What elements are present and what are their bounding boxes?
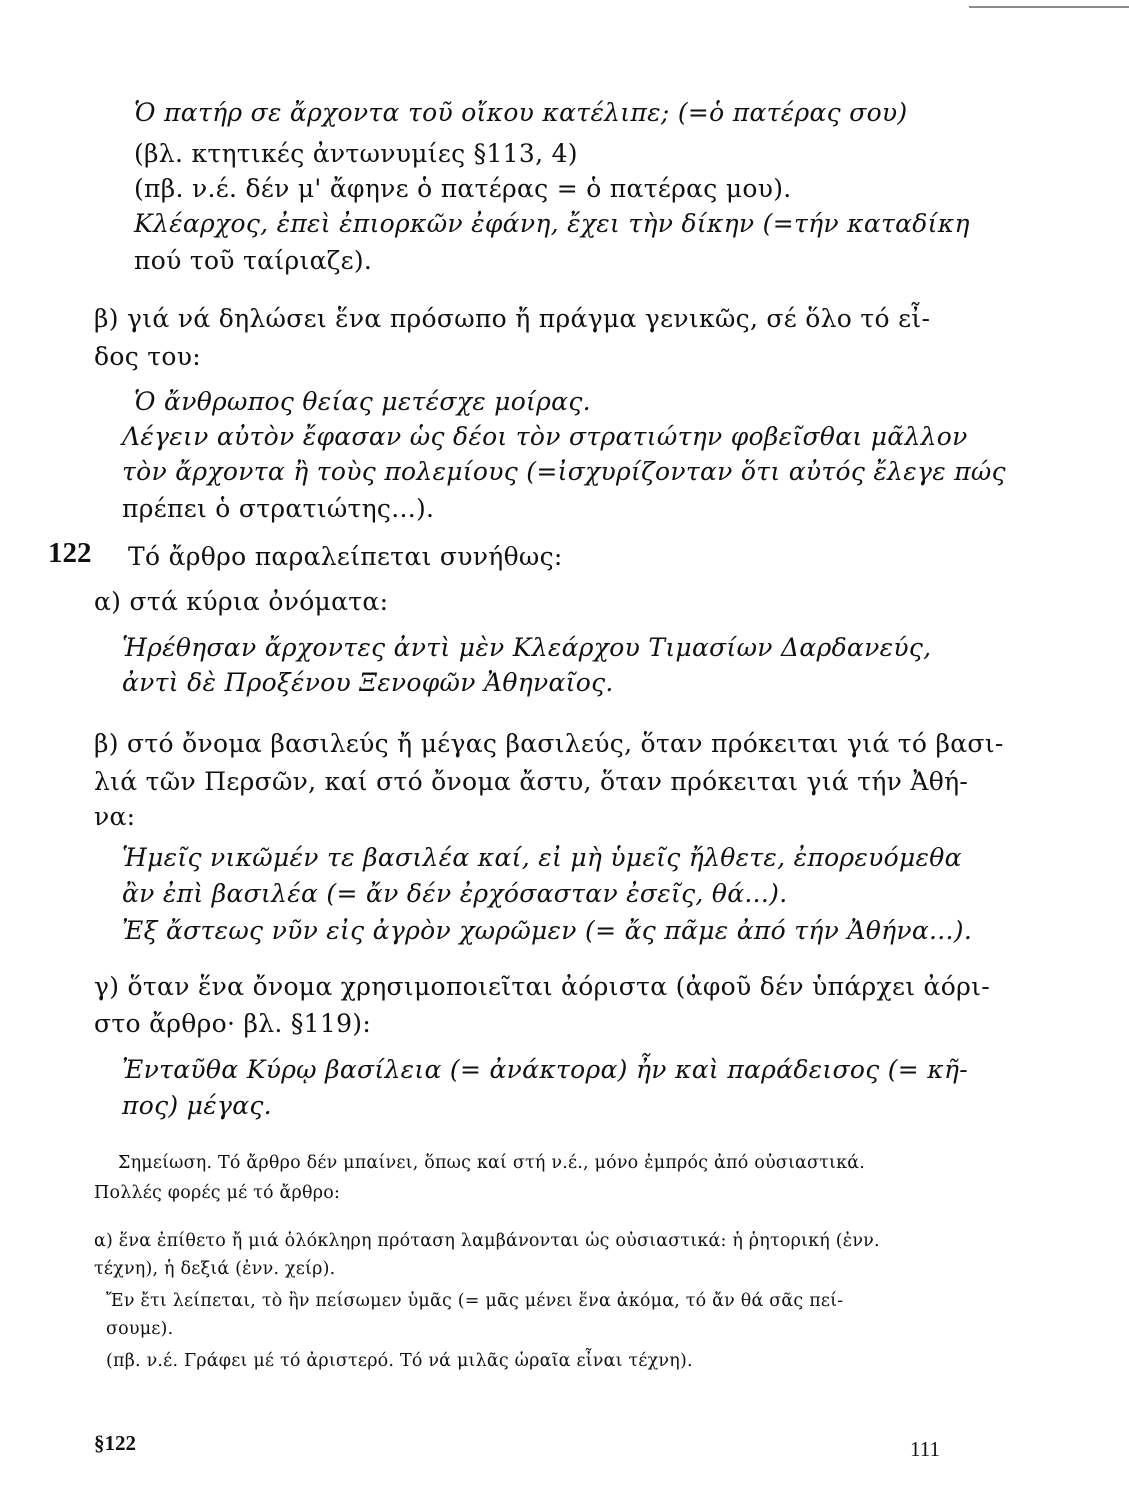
text-line-2: (βλ. κτητικές ἀντωνυμίες §113, 4) [134, 139, 578, 168]
text-line-3: (πβ. ν.έ. δέν μ' ἄφηνε ὁ πατέρας = ὁ πατέρας μου). [134, 174, 792, 203]
section-heading: Τό ἄρθρο παραλείπεται συνήθως: [128, 542, 563, 571]
text-line-7: δος του: [94, 342, 201, 371]
text-line-14: Ἡρέθησαν ἄρχοντες ἀντὶ μὲν Κλεάρχου Τιμασίων Δαρδανεύς, [122, 633, 932, 662]
text-line-18: να: [94, 802, 136, 831]
text-line-15: ἀντὶ δὲ Προξένου Ξενοφῶν Ἀθηναῖος. [122, 668, 614, 697]
text-line-4: Κλέαρχος, ἐπεὶ ἐπιορκῶν ἐφάνη, ἔχει τὴν δίκην (=τήν καταδίκη [134, 209, 970, 238]
text-line-21: Ἐξ ἄστεως νῦν εἰς ἀγρὸν χωρῶμεν (= ἄς πᾶμε ἀπό τήν Ἀθήνα...). [122, 916, 973, 945]
text-line-25: πος) μέγας. [122, 1091, 272, 1120]
text-line-19: Ἡμεῖς νικῶμέν τε βασιλέα καί, εἰ μὴ ὑμεῖς ἤλθετε, ἐπορευόμεθα [122, 843, 962, 872]
text-line-8: Ὁ ἄνθρωπος θείας μετέσχε μοίρας. [134, 387, 591, 416]
text-line-22: γ) ὅταν ἕνα ὄνομα χρησιμοποιεῖται ἀόριστα (ἀφοῦ δέν ὑπάρχει ἀόρι- [94, 972, 990, 1001]
text-line-17: λιά τῶν Περσῶν, καί στό ὄνομα ἄστυ, ὅταν πρόκειται γιά τήν Ἀθή- [94, 767, 969, 796]
text-line-11: πρέπει ὁ στρατιώτης...). [122, 494, 435, 523]
text-line-16: β) στό ὄνομα βασιλεύς ἤ μέγας βασιλεύς, ὅταν πρόκειται γιά τό βασι- [94, 729, 1004, 758]
text-line-6: β) γιά νά δηλώσει ἕνα πρόσωπο ἤ πράγμα γενικῶς, σέ ὅλο τό εἶ- [94, 304, 931, 333]
text-line-10: τὸν ἄρχοντα ἢ τοὺς πολεμίους (=ἰσχυρίζονταν ὅτι αὐτός ἔλεγε πώς [122, 457, 1006, 486]
text-line-24: Ἐνταῦθα Κύρῳ βασίλεια (= ἀνάκτορα) ἦν καὶ παράδεισος (= κῆ- [122, 1055, 969, 1084]
footer-section: §122 [94, 1431, 136, 1455]
note-line-1: Σημείωση. Τό ἄρθρο δέν μπαίνει, ὅπως καί στή ν.έ., μόνο ἐμπρός ἀπό οὐσιαστικά. [118, 1153, 866, 1173]
text-line-23: στο ἄρθρο· βλ. §119): [94, 1009, 372, 1038]
page-number: 111 [910, 1437, 940, 1461]
text-line-13: α) στά κύρια ὀνόματα: [94, 587, 389, 616]
text-line-20: ἂν ἐπὶ βασιλέα (= ἄν δέν ἐρχόσασταν ἐσεῖς, θά...). [122, 879, 788, 908]
text-line-9: Λέγειν αὐτὸν ἔφασαν ὡς δέοι τὸν στρατιώτην φοβεῖσθαι μᾶλλον [122, 422, 968, 451]
note-line-3: α) ἕνα ἐπίθετο ἤ μιά ὁλόκληρη πρόταση λαμβάνονται ὡς οὐσιαστικά: ἡ ῥητορική (ἐνν. [94, 1231, 880, 1251]
text-line-1: Ὁ πατήρ σε ἄρχοντα τοῦ οἴκου κατέλιπε; (=ὁ πατέρας σου) [134, 98, 908, 127]
note-line-6: σουμε). [106, 1319, 174, 1339]
scan-edge-line [969, 6, 1129, 8]
note-line-5: Ἔν ἔτι λείπεται, τὸ ἢν πείσωμεν ὑμᾶς (= μᾶς μένει ἕνα ἀκόμα, τό ἄν θά σᾶς πεί- [106, 1291, 844, 1311]
note-line-2: Πολλές φορές μέ τό ἄρθρο: [94, 1183, 341, 1203]
note-line-4: τέχνη), ἡ δεξιά (ἐνν. χείρ). [94, 1259, 336, 1279]
text-line-5: πού τοῦ ταίριαζε). [134, 246, 373, 275]
section-number: 122 [48, 537, 92, 569]
note-line-7: (πβ. ν.έ. Γράφει μέ τό ἀριστερό. Τό νά μιλᾶς ὡραῖα εἶναι τέχνη). [106, 1351, 693, 1371]
